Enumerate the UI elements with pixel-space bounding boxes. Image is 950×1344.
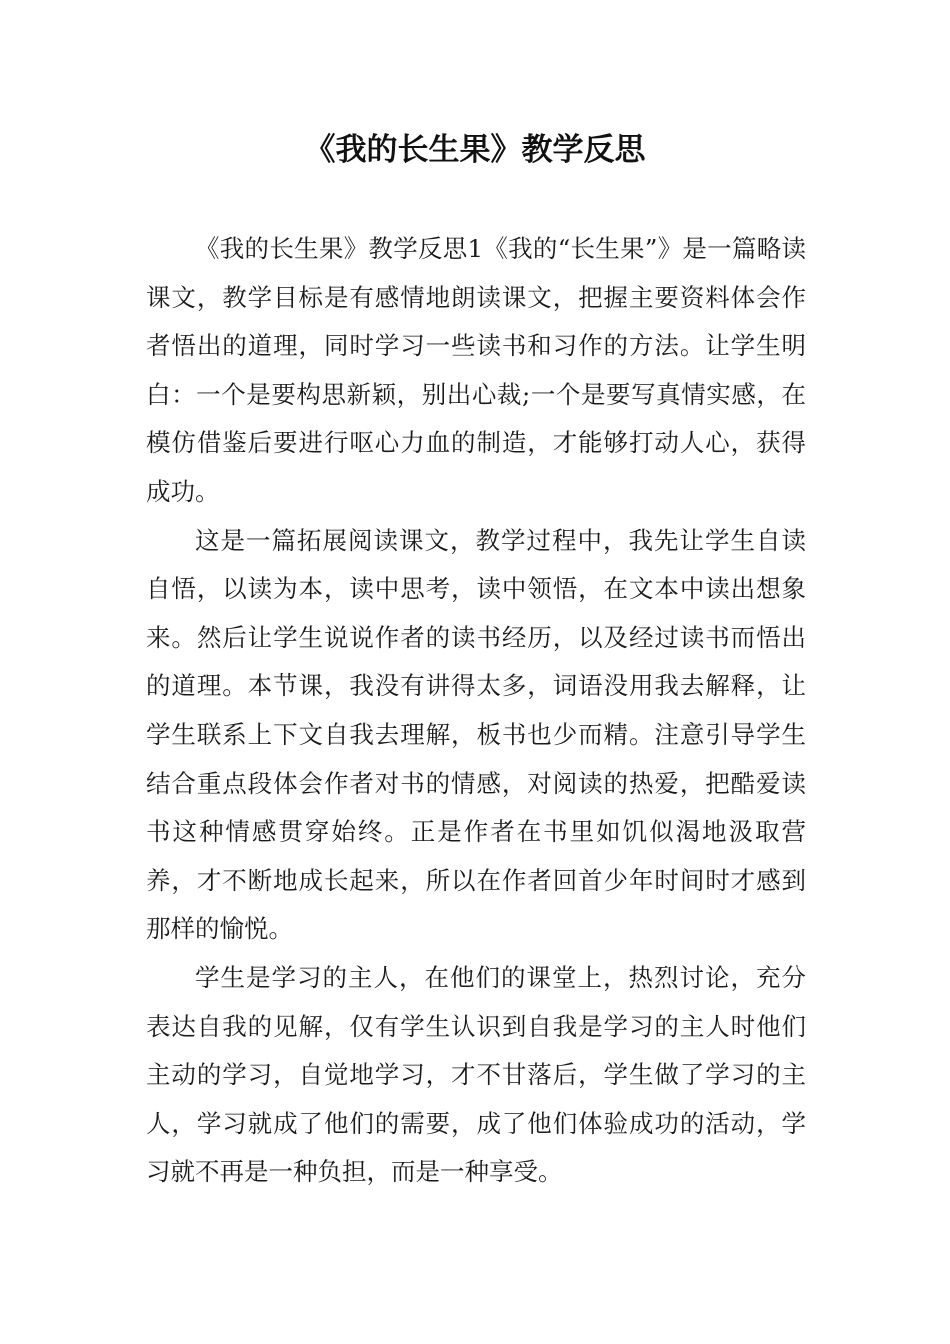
document-body xyxy=(146,225,806,1197)
paragraph-2: 这是一篇拓展阅读课文，教学过程中，我先让学生自读自悟，以读为本，读中思考，读中领悟，在文本中读出想象来。然后让学生说说作者的读书经历，以及经过读书而悟出的道理。本节课，我没有讲得太多，词语没用我去解释，让学生联系上下文自我去理解，板书也少而精。注意引导学生结合重点段体会作者对书的情感，对阅读的热爱，把酷爱读书这种情感贯穿始终。正是作者在书里如饥似渴地汲取营养，才不断地成长起来，所以在作者回首少年时间时才感到那样的愉悦。 xyxy=(146,525,806,944)
paragraph-1: 《我的长生果》教学反思1《我的“长生果”》是一篇略读课文，教学目标是有感情地朗读课文，把握主要资料体会作者悟出的道理，同时学习一些读书和习作的方法。让学生明白：一个是要构思新颖，别出心裁;一个是要写真情实感，在模仿借鉴后要进行呕心力血的制造，才能够打动人心，获得成功。 xyxy=(146,234,806,506)
paragraph-3: 学生是学习的主人，在他们的课堂上，热烈讨论，充分表达自我的见解，仅有学生认识到自我是学习的主人时他们主动的学习，自觉地学习，才不甘落后，学生做了学习的主人，学习就成了他们的需要，成了他们体验成功的活动，学习就不再是一种负担，而是一种享受。 xyxy=(146,962,806,1187)
document-title: 《我的长生果》教学反思 xyxy=(304,132,646,168)
